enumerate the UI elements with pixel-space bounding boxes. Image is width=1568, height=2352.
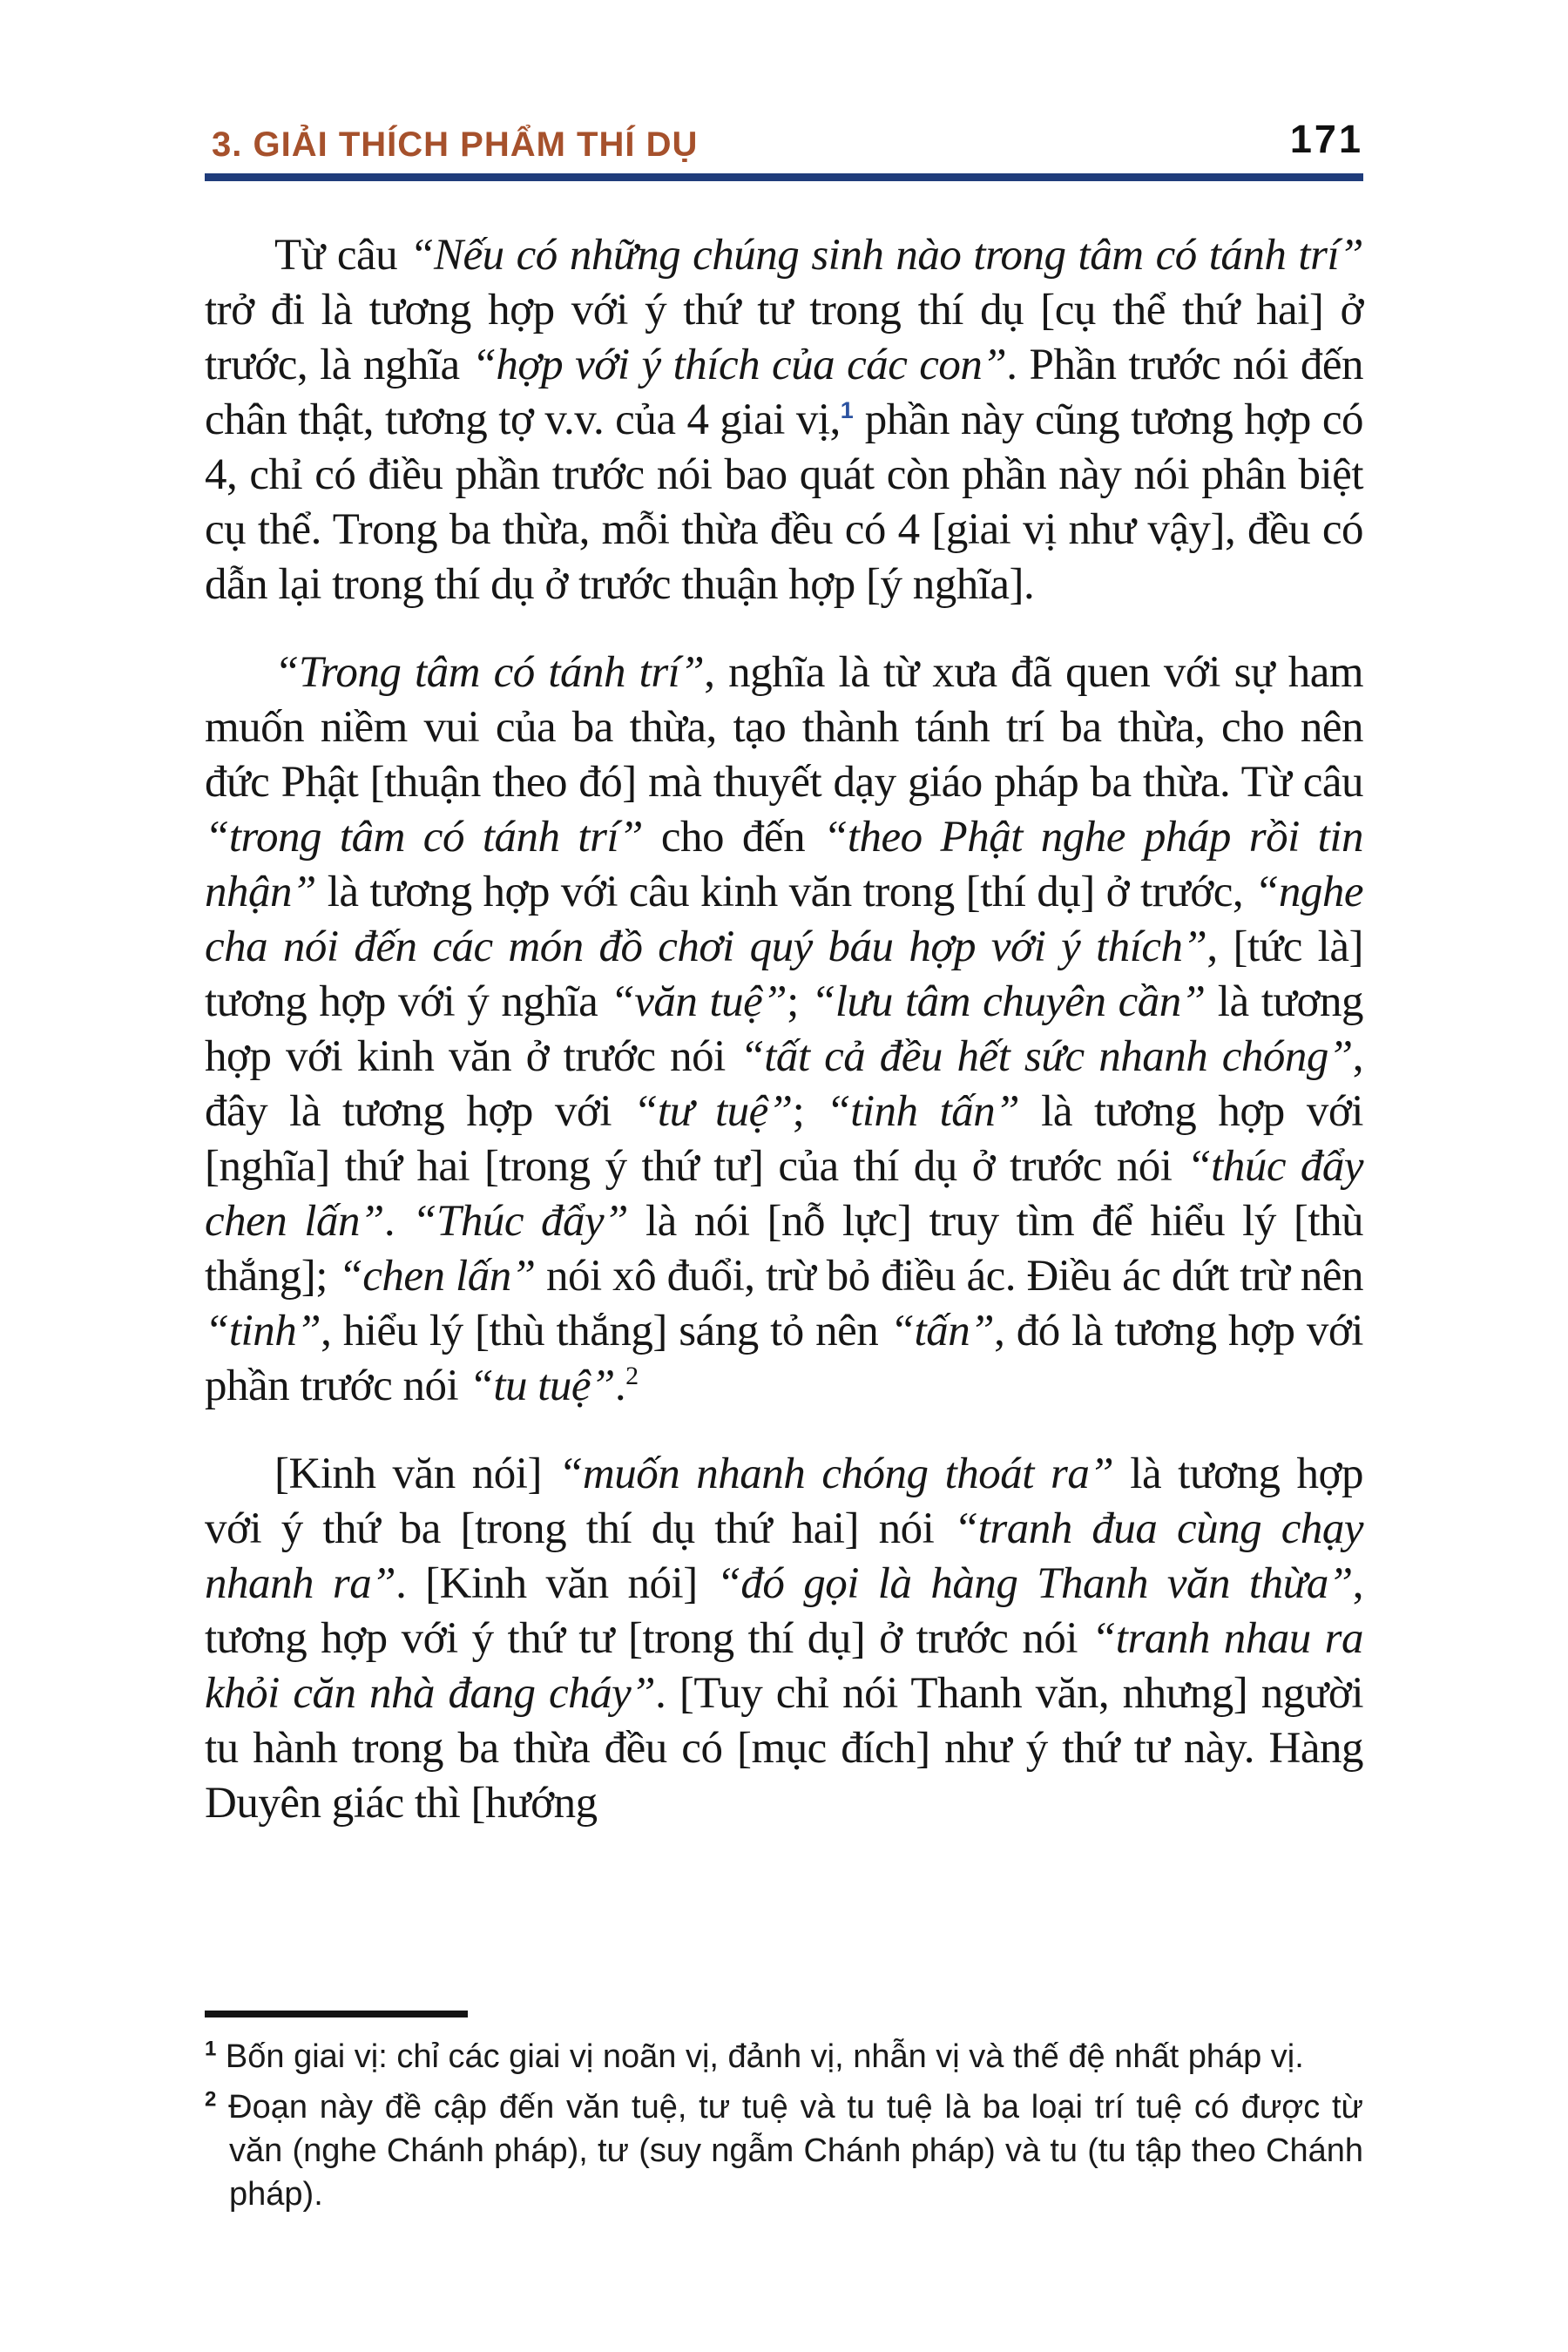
body-run: là tương hợp với [nghĩa] thứ hai [trong ý thứ tư] của thí dụ ở trước nói xyxy=(205,1087,1363,1191)
body-run: . [Kinh văn nói] xyxy=(395,1559,717,1608)
quoted-scripture: “tinh” xyxy=(205,1307,321,1355)
body-run: trở đi là tương hợp với ý thứ tư trong thí dụ [cụ thể thứ hai] ở trước, là nghĩa xyxy=(205,286,1363,389)
quoted-scripture: “tranh nhau ra khỏi căn nhà đang cháy” xyxy=(205,1614,1363,1718)
footnote-ref: 2 xyxy=(625,1362,639,1390)
quoted-scripture: “hợp với ý thích của các con” xyxy=(471,341,1007,389)
footnote-marker: 1 xyxy=(205,2037,217,2061)
paragraph xyxy=(205,228,1363,612)
quoted-scripture: “tất cả đều hết sức nhanh chóng” xyxy=(740,1032,1353,1081)
running-header-title: 3. GIẢI THÍCH PHẨM THÍ DỤ xyxy=(212,125,699,164)
body-run: , đó là tương hợp với phần trước nói xyxy=(205,1307,1363,1410)
body-run: , [tức là] tương hợp với ý nghĩa xyxy=(205,923,1363,1026)
quoted-scripture: “văn tuệ” xyxy=(610,977,787,1026)
quoted-scripture: “tu tuệ” xyxy=(469,1362,615,1410)
paragraph xyxy=(205,1447,1363,1831)
body-run: ; xyxy=(792,1087,827,1136)
header-rule-divider xyxy=(205,173,1363,181)
body-run: là tương hợp với câu kinh văn trong [thí dụ] ở trước, xyxy=(315,868,1254,916)
quoted-scripture: “tư tuệ” xyxy=(633,1087,793,1136)
quoted-scripture: “lưu tâm chuyên cần” xyxy=(810,977,1206,1026)
body-run: phần này cũng tương hợp có 4, chỉ có điều phần trước nói bao quát còn phần này nói phân biệt cụ thể. Trong ba thừa, mỗi thừa đều có 4 [giai vị như vậy], đều có dẫn lại trong thí dụ ở trước thuận hợp [ý nghĩa]. xyxy=(205,395,1363,609)
body-run: [Kinh văn nói] xyxy=(274,1450,559,1498)
body-run: . xyxy=(614,1362,626,1410)
footnote-text: Bốn giai vị: chỉ các giai vị noãn vị, đảnh vị, nhẫn vị và thế đệ nhất pháp vị. xyxy=(216,2038,1304,2075)
quoted-scripture: “thúc đẩy chen lấn” xyxy=(205,1142,1364,1246)
body-run: , nghĩa là từ xưa đã quen với sự ham muốn niềm vui của ba thừa, tạo thành tánh trí ba thừa, cho nên đức Phật [thuận theo đó] mà thuyết dạy giáo pháp ba thừa. Từ câu xyxy=(205,648,1364,807)
quoted-scripture: “nghe cha nói đến các món đồ chơi quý báu hợp với ý thích” xyxy=(205,868,1363,971)
body-run: ; xyxy=(787,977,811,1026)
page-number: 171 xyxy=(1289,117,1363,161)
quoted-scripture: “Thúc đẩy” xyxy=(412,1197,628,1246)
footnote xyxy=(205,2085,1363,2216)
body-run: . [Tuy chỉ nói Thanh văn, nhưng] người tu hành trong ba thừa đều có [mục đích] như ý thứ tư này. Hàng Duyên giác thì [hướng xyxy=(205,1669,1364,1828)
body-run: là tương hợp với ý thứ ba [trong thí dụ thứ hai] nói xyxy=(205,1450,1363,1553)
body-run: , đây là tương hợp với xyxy=(205,1032,1363,1136)
footnote xyxy=(205,2035,1363,2078)
body-text xyxy=(205,228,1363,1864)
quoted-scripture: “chen lấn” xyxy=(338,1252,536,1301)
quoted-scripture: “tinh tấn” xyxy=(826,1087,1020,1136)
body-run: là tương hợp với kinh văn ở trước nói xyxy=(205,977,1363,1081)
body-run: , hiểu lý [thù thắng] sáng tỏ nên xyxy=(321,1307,890,1355)
quoted-scripture: “tranh đua cùng chạy nhanh ra” xyxy=(205,1504,1363,1608)
quoted-scripture: “đó gọi là hàng Thanh văn thừa” xyxy=(716,1559,1353,1608)
footnote-list xyxy=(205,2035,1363,2216)
footnote-separator xyxy=(205,2011,468,2017)
body-run: . xyxy=(383,1197,413,1246)
body-run: là nói [nỗ lực] truy tìm để hiểu lý [thù thắng]; xyxy=(205,1197,1363,1301)
footnote-marker: 2 xyxy=(205,2087,217,2112)
body-run: nói xô đuổi, trừ bỏ điều ác. Điều ác dứt trừ nên xyxy=(535,1252,1363,1301)
body-run: cho đến xyxy=(642,813,823,862)
footnote-section xyxy=(205,2011,1363,2223)
paragraph xyxy=(205,645,1363,1414)
quoted-scripture: “Nếu có những chúng sinh nào trong tâm có tánh trí” xyxy=(409,231,1363,280)
quoted-scripture: “trong tâm có tánh trí” xyxy=(205,813,643,862)
quoted-scripture: “tấn” xyxy=(889,1307,995,1355)
quoted-scripture: “theo Phật nghe pháp rồi tin nhận” xyxy=(205,813,1364,916)
body-run: Từ câu xyxy=(274,231,410,280)
footnote-text: Đoạn này đề cập đến văn tuệ, tư tuệ và tu tuệ là ba loại trí tuệ có được từ văn (nghe Chánh pháp), tư (suy ngẫm Chánh pháp) và tu (tu tập theo Chánh pháp). xyxy=(216,2089,1363,2213)
footnote-ref: 1 xyxy=(840,397,854,423)
quoted-scripture: “Trong tâm có tánh trí” xyxy=(274,648,705,697)
body-run: . Phần trước nói đến chân thật, tương tợ v.v. của 4 giai vị, xyxy=(205,341,1363,444)
body-run: , tương hợp với ý thứ tư [trong thí dụ] ở trước nói xyxy=(205,1559,1363,1663)
quoted-scripture: “muốn nhanh chóng thoát ra” xyxy=(558,1450,1114,1498)
